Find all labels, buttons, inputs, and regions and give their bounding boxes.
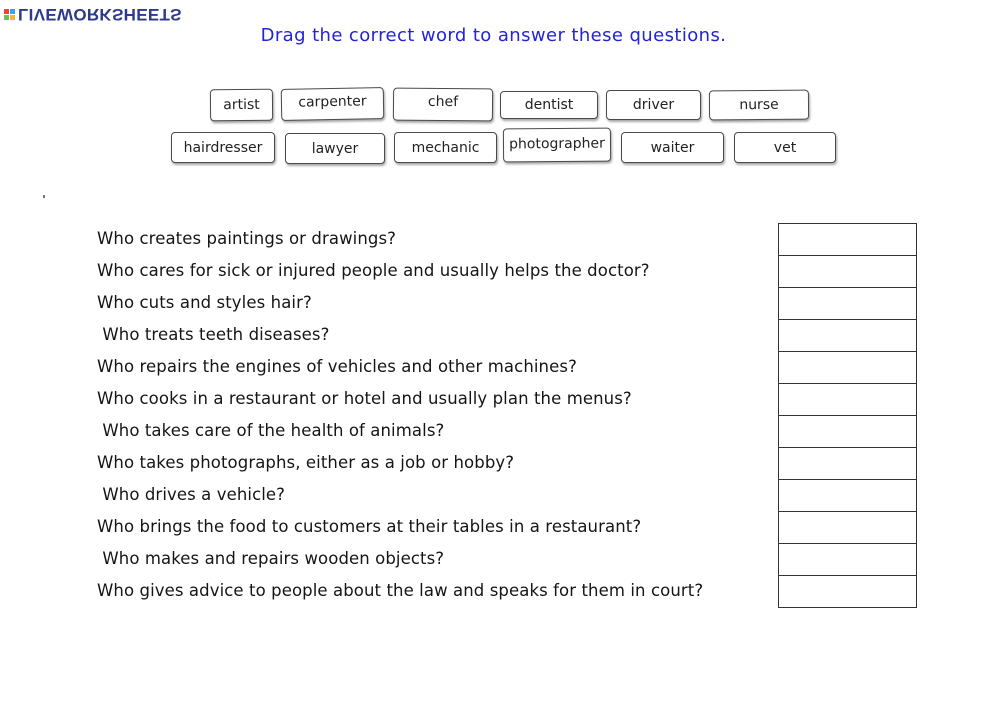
- question-10: Who brings the food to customers at their tables in a restaurant?: [97, 517, 642, 536]
- word-chip-driver[interactable]: driver: [606, 90, 701, 120]
- logo-mark-icon: [4, 9, 15, 20]
- word-chip-photographer[interactable]: photographer: [503, 128, 611, 163]
- question-2: Who cares for sick or injured people and usually helps the doctor?: [97, 261, 650, 280]
- question-4: Who treats teeth diseases?: [97, 325, 330, 344]
- answer-dropzone-5[interactable]: [778, 351, 917, 384]
- word-chip-nurse[interactable]: nurse: [709, 90, 809, 121]
- word-chip-vet[interactable]: vet: [734, 132, 836, 163]
- word-chip-mechanic[interactable]: mechanic: [394, 132, 497, 163]
- question-9: Who drives a vehicle?: [97, 485, 286, 504]
- word-chip-artist[interactable]: artist: [210, 89, 273, 122]
- question-8: Who takes photographs, either as a job or hobby?: [97, 453, 515, 472]
- answer-dropzone-12[interactable]: [778, 575, 917, 608]
- answer-dropzone-8[interactable]: [778, 447, 917, 480]
- question-12: Who gives advice to people about the law and speaks for them in court?: [97, 581, 704, 600]
- question-11: Who makes and repairs wooden objects?: [97, 549, 445, 568]
- word-chip-lawyer[interactable]: lawyer: [285, 133, 385, 164]
- question-5: Who repairs the engines of vehicles and other machines?: [97, 357, 577, 376]
- word-chip-carpenter[interactable]: carpenter: [281, 87, 385, 121]
- logo-square-red: [4, 9, 9, 14]
- question-7: Who takes care of the health of animals?: [97, 421, 445, 440]
- question-6: Who cooks in a restaurant or hotel and usually plan the menus?: [97, 389, 632, 408]
- word-chip-waiter[interactable]: waiter: [621, 132, 724, 163]
- answer-dropzone-4[interactable]: [778, 319, 917, 352]
- logo-square-yellow: [10, 15, 15, 20]
- logo-square-blue: [10, 9, 15, 14]
- answer-dropzone-3[interactable]: [778, 287, 917, 320]
- liveworksheets-logo: [4, 4, 182, 24]
- answer-dropzone-1[interactable]: [778, 223, 917, 256]
- answer-dropzone-6[interactable]: [778, 383, 917, 416]
- answer-dropzone-2[interactable]: [778, 255, 917, 288]
- instruction-title: Drag the correct word to answer these questions.: [260, 25, 727, 46]
- answer-dropzone-7[interactable]: [778, 415, 917, 448]
- word-chip-hairdresser[interactable]: hairdresser: [171, 132, 275, 163]
- answer-dropzone-9[interactable]: [778, 479, 917, 512]
- word-chip-chef[interactable]: chef: [393, 88, 493, 122]
- logo-square-green: [4, 15, 9, 20]
- stray-mark: [43, 195, 45, 198]
- question-1: Who creates paintings or drawings?: [97, 229, 397, 248]
- answer-dropzone-11[interactable]: [778, 543, 917, 576]
- question-3: Who cuts and styles hair?: [97, 293, 312, 312]
- logo-text: LIVEWORKSHEETS: [18, 5, 182, 24]
- word-chip-dentist[interactable]: dentist: [500, 91, 598, 119]
- answer-dropzone-10[interactable]: [778, 511, 917, 544]
